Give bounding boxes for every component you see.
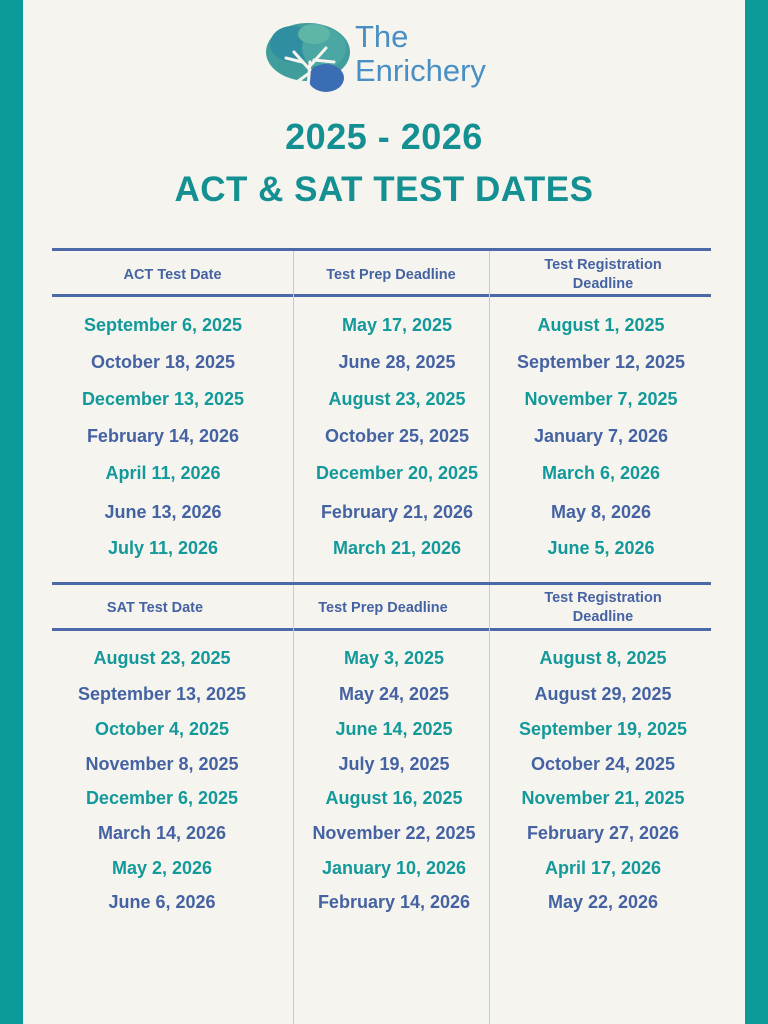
act-cell-r0-c1: May 17, 2025 — [341, 315, 453, 335]
brand-logo — [264, 20, 524, 98]
sat-cell-r6-c0: May 2, 2026 — [111, 858, 213, 878]
act-cell-r3-c2: January 7, 2026 — [533, 426, 669, 446]
sat-cell-r2-c2: September 19, 2025 — [518, 719, 688, 739]
act-cell-r3-c1: October 25, 2025 — [324, 426, 470, 446]
act-header-registration-deadline: Test Registration Deadline — [544, 257, 662, 292]
sat-table-top-rule — [52, 582, 711, 585]
sat-cell-r1-c1: May 24, 2025 — [338, 684, 450, 704]
sat-cell-r7-c2: May 22, 2026 — [547, 892, 659, 912]
act-header-test-date: ACT Test Date — [123, 267, 222, 283]
act-column-divider-2 — [489, 251, 490, 582]
sat-cell-r3-c1: July 19, 2025 — [338, 754, 450, 774]
act-cell-r1-c1: June 28, 2025 — [338, 352, 456, 372]
brand-name — [355, 20, 486, 88]
act-cell-r3-c0: February 14, 2026 — [86, 426, 240, 446]
act-cell-r2-c1: August 23, 2025 — [328, 389, 466, 409]
act-column-divider-1 — [293, 251, 294, 582]
sat-table-header-rule — [52, 628, 711, 631]
sat-cell-r6-c2: April 17, 2026 — [544, 858, 662, 878]
sat-cell-r0-c1: May 3, 2025 — [343, 648, 445, 668]
sat-cell-r0-c2: August 8, 2025 — [539, 648, 667, 668]
act-cell-r0-c0: September 6, 2025 — [83, 315, 243, 335]
sat-cell-r4-c1: August 16, 2025 — [325, 788, 463, 808]
sat-cell-r5-c0: March 14, 2026 — [97, 823, 227, 843]
act-cell-r5-c1: February 21, 2026 — [320, 502, 474, 522]
sat-cell-r5-c1: November 22, 2025 — [312, 823, 476, 843]
act-cell-r4-c0: April 11, 2026 — [105, 463, 221, 483]
act-cell-r1-c2: September 12, 2025 — [516, 352, 686, 372]
tree-brain-icon — [264, 22, 352, 94]
page-title-years: 2025 - 2026 — [285, 116, 483, 157]
sat-header-test-date: SAT Test Date — [106, 600, 204, 616]
act-cell-r2-c2: November 7, 2025 — [524, 389, 678, 409]
act-cell-r6-c0: July 11, 2026 — [107, 538, 219, 558]
sat-cell-r3-c0: November 8, 2025 — [85, 754, 239, 774]
sat-cell-r7-c0: June 6, 2026 — [108, 892, 216, 912]
brand-name-line2: Enrichery — [355, 53, 486, 88]
sat-cell-r5-c2: February 27, 2026 — [526, 823, 680, 843]
sat-header-prep-deadline: Test Prep Deadline — [318, 600, 448, 616]
sat-cell-r7-c1: February 14, 2026 — [317, 892, 471, 912]
act-header-prep-deadline: Test Prep Deadline — [326, 267, 456, 283]
sat-cell-r0-c0: August 23, 2025 — [93, 648, 231, 668]
act-cell-r2-c0: December 13, 2025 — [81, 389, 245, 409]
sat-header-registration-deadline: Test Registration Deadline — [544, 590, 662, 625]
sat-cell-r1-c2: August 29, 2025 — [534, 684, 672, 704]
sat-cell-r3-c2: October 24, 2025 — [530, 754, 676, 774]
brand-name-line1: The — [355, 19, 409, 54]
act-cell-r0-c2: August 1, 2025 — [537, 315, 665, 335]
sat-cell-r2-c0: October 4, 2025 — [94, 719, 230, 739]
act-table-header-rule — [52, 294, 711, 297]
sat-cell-r4-c2: November 21, 2025 — [521, 788, 685, 808]
act-cell-r5-c0: June 13, 2026 — [104, 502, 222, 522]
sat-cell-r1-c0: September 13, 2025 — [77, 684, 247, 704]
page-title: ACT & SAT TEST DATES — [174, 170, 594, 209]
act-cell-r4-c1: December 20, 2025 — [315, 463, 479, 483]
act-table-top-rule — [52, 248, 711, 251]
act-cell-r6-c1: March 21, 2026 — [332, 538, 462, 558]
act-cell-r5-c2: May 8, 2026 — [550, 502, 652, 522]
act-cell-r6-c2: June 5, 2026 — [547, 538, 655, 558]
sat-cell-r4-c0: December 6, 2025 — [85, 788, 239, 808]
act-cell-r1-c0: October 18, 2025 — [90, 352, 236, 372]
sat-cell-r6-c1: January 10, 2026 — [321, 858, 467, 878]
sat-cell-r2-c1: June 14, 2025 — [335, 719, 453, 739]
act-cell-r4-c2: March 6, 2026 — [541, 463, 661, 483]
